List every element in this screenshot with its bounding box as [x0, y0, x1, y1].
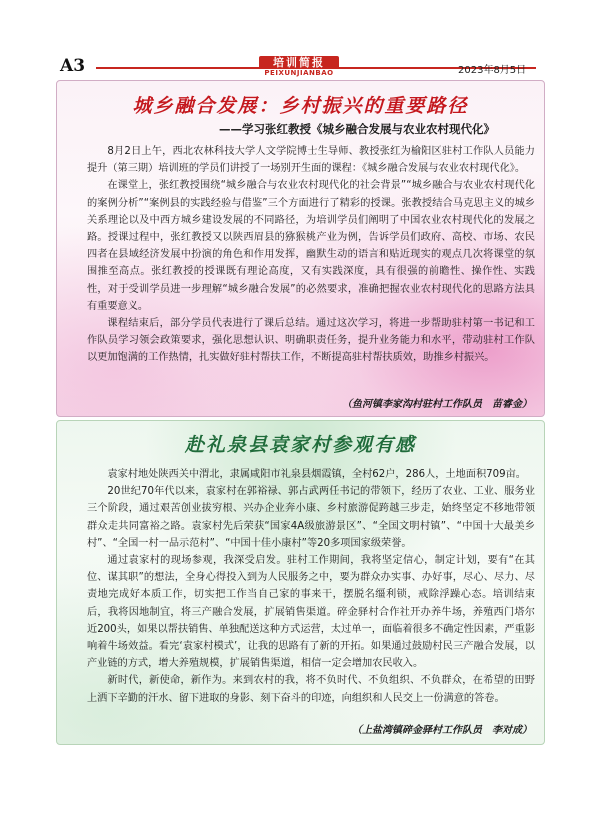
article-body: [87, 466, 535, 707]
paragraph: 通过袁家村的现场参观，我深受启发。驻村工作期间，我将坚定信心，制定计划，要有“在其位、谋其职”的想法，全身心得投入到为人民服务之中，要为群众办实事、办好事，尽心、尽力、尽责地完成好本质工作，切实把工作当自己家的事来干，摆脱名缰利锁，戒除浮躁心态。培训结束后，我将因地制宜，将三产融合发展，扩展销售渠道。碎金驿村合作社开办养牛场，养殖西门塔尔近200头，如果以帮扶销售、单独配送这种方式运营，太过单一，面临着很多不确定性因素，严重影响着牛场效益。看完‘袁家村模式’，让我的思路有了新的开拓。如果通过鼓励村民三产融合发展，以产业链的方式，增大养殖规模，扩展销售渠道，相信一定会增加农民收入。: [87, 555, 535, 670]
article-body: [87, 143, 535, 367]
article-urban-rural: [56, 80, 545, 417]
article-byline: （上盐湾镇碎金驿村工作队员 李对成）: [352, 725, 532, 736]
brand-name-en: PEIXUNJIANBAO: [259, 69, 339, 78]
article-title: 赴礼泉县袁家村参观有感: [184, 434, 416, 456]
paragraph: 袁家村地处陕西关中渭北，隶属咸阳市礼泉县烟霞镇，全村62户，286人，土地面积709亩。: [107, 469, 526, 480]
publication-date: 2023年8月5日: [458, 65, 527, 76]
paragraph: 在课堂上，张红教授围绕“城乡融合与农业农村现代化的社会背景”“城乡融合与农业农村现代化的案例分析”“案例县的实践经验与借鉴”三个方面进行了精彩的授课。张教授结合马克思主义的城乡关系理论以及中西方城乡建设发展的不同路径，为培训学员们阐明了中国农业农村现代化的发展之路。授课过程中，张红教授又以陕西眉县的猕猴桃产业为例，告诉学员们政府、高校、市场、农民四者在县域经济发展中扮演的角色和作用发挥，幽默生动的语言和贴近现实的观点几次将课堂的氛围推至高点。张红教授的授课既有理论高度，又有实践深度，具有很强的前瞻性、操作性、实践性，对于受训学员进一步理解“城乡融合发展”的必然要求，准确把握农业农村现代化的思路方法具有重要意义。: [87, 180, 535, 312]
article-subtitle: ——学习张红教授《城乡融合发展与农业农村现代化》: [219, 122, 495, 136]
brand-name-cn: 培训简报: [259, 56, 339, 69]
article-yuanjia-village: [56, 420, 545, 745]
newsletter-logo: [259, 56, 339, 78]
article-byline: （鱼河镇李家沟村驻村工作队员 苗睿金）: [342, 399, 532, 410]
paragraph: 8月2日上午，西北农林科技大学人文学院博士生导师、教授张红为榆阳区驻村工作队人员能力提升（第三期）培训班的学员们讲授了一场别开生面的课程：《城乡融合发展与农业农村现代化》。: [87, 146, 535, 175]
masthead: [0, 0, 600, 80]
paragraph: 课程结束后，部分学员代表进行了课后总结。通过这次学习，将进一步帮助驻村第一书记和工作队员学习领会政策要求，强化思想认识、明确职责任务，提升业务能力和水平，带动驻村工作队以更加饱满的工作热情，扎实做好驻村帮扶工作，不断提高驻村帮扶质效，助推乡村振兴。: [87, 318, 535, 364]
paragraph: 新时代，新使命，新作为。来到农村的我，将不负时代、不负组织、不负群众，在希望的田野上洒下辛勤的汗水、留下进取的身影、刻下奋斗的印迹，向组织和人民交上一份满意的答卷。: [87, 675, 535, 704]
paragraph: 20世纪70年代以来，袁家村在郭裕禄、郭占武两任书记的带领下，经历了农业、工业、服务业三个阶段，通过艰苦创业拔穷根、兴办企业奔小康、乡村旅游促跨越三步走，始终坚定不移地带领群众走共同富裕之路。袁家村先后荣获“国家4A级旅游景区”、“全国文明村镇”、“中国十大最美乡村”、“全国一村一品示范村”、“中国十佳小康村”等20多项国家级荣誉。: [87, 486, 535, 549]
article-title: 城乡融合发展：乡村振兴的重要路径: [132, 95, 469, 117]
page-number: A3: [60, 56, 86, 76]
